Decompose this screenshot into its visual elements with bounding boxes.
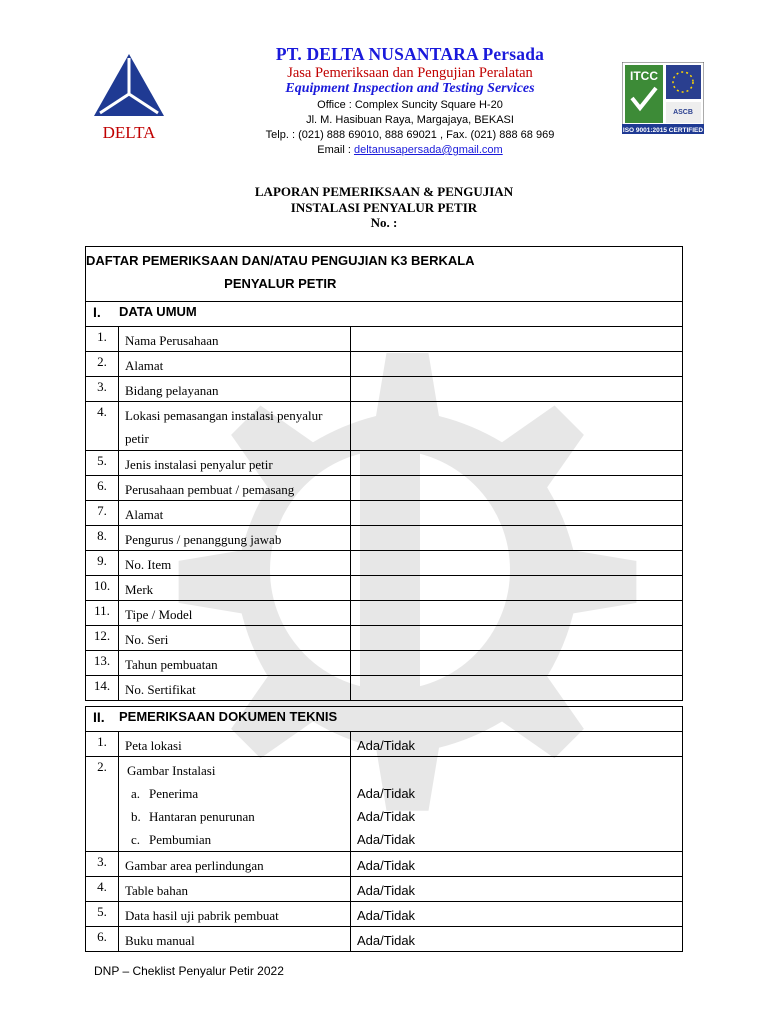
- row-label: No. Seri: [119, 626, 351, 650]
- row-value: [351, 927, 682, 951]
- row-number: 14.: [86, 676, 119, 700]
- row-label: [119, 877, 351, 901]
- row-value: [351, 757, 682, 851]
- row-value-field[interactable]: [351, 526, 682, 550]
- row-number: 13.: [86, 651, 119, 675]
- row-label: Nama Perusahaan: [119, 327, 351, 351]
- row-value-field[interactable]: [351, 402, 682, 450]
- table-row: [86, 327, 682, 352]
- row-number: 2.: [86, 757, 119, 851]
- row-number: 12.: [86, 626, 119, 650]
- sub-item-label: Pembumian: [149, 832, 212, 847]
- dokumen-teknis-table: [85, 706, 683, 952]
- svg-text:ASCB: ASCB: [673, 109, 693, 116]
- section-1-header: [86, 302, 682, 327]
- row-number: 7.: [86, 501, 119, 525]
- sub-item-label: Hantaran penurunan: [149, 809, 255, 824]
- report-title-line2: INSTALASI PENYALUR PETIR: [290, 200, 478, 215]
- row-value-field[interactable]: [351, 601, 682, 625]
- row-number: 1.: [86, 732, 119, 756]
- ada-tidak-option[interactable]: Ada/Tidak: [357, 786, 416, 801]
- row-value-field[interactable]: [351, 327, 682, 351]
- itcc-logo-text: ITCC: [630, 69, 658, 83]
- row-label: Pengurus / penanggung jawab: [119, 526, 351, 550]
- email-label: Email :: [317, 144, 354, 156]
- ada-tidak-option[interactable]: Ada/Tidak: [357, 738, 416, 753]
- table-row: [86, 651, 682, 676]
- section-2-header: [86, 707, 682, 732]
- section-2-title: PEMERIKSAAN DOKUMEN TEKNIS: [119, 709, 338, 724]
- sub-item: [125, 782, 345, 805]
- sub-item-letter: c.: [131, 832, 141, 847]
- row-label: Merk: [119, 576, 351, 600]
- row-number: 1.: [86, 327, 119, 351]
- table-row: [86, 576, 682, 601]
- row-value: [351, 877, 682, 901]
- data-umum-table: [85, 246, 683, 701]
- ada-tidak-option[interactable]: Ada/Tidak: [357, 832, 416, 847]
- row-value-field[interactable]: [351, 551, 682, 575]
- row-label: [119, 927, 351, 951]
- row-label: No. Sertifikat: [119, 676, 351, 700]
- table-row: [86, 352, 682, 377]
- table-row: [86, 402, 682, 451]
- sub-item: [125, 805, 345, 828]
- table-row: [86, 626, 682, 651]
- row-number: 11.: [86, 601, 119, 625]
- sub-item: [125, 828, 345, 851]
- row-label: Alamat: [119, 501, 351, 525]
- section-1-number: I.: [93, 304, 101, 320]
- company-name: PT. DELTA NUSANTARA Persada: [275, 44, 545, 64]
- section-1-title: DATA UMUM: [119, 304, 197, 319]
- row-label: [119, 852, 351, 876]
- iso-cert-text: ISO 9001:2015 CERTIFIED: [622, 127, 704, 134]
- table-row: [86, 852, 682, 877]
- row-number: 6.: [86, 476, 119, 500]
- page-footer: DNP – Cheklist Penyalur Petir 2022: [94, 964, 284, 978]
- row-label-text: Gambar area perlindungan: [125, 858, 264, 873]
- table-row: [86, 501, 682, 526]
- form-title: [86, 247, 682, 302]
- row-number: 9.: [86, 551, 119, 575]
- row-label: Alamat: [119, 352, 351, 376]
- office-address: Office : Complex Suncity Square H-20: [317, 99, 503, 111]
- row-number: 3.: [86, 852, 119, 876]
- ada-tidak-option[interactable]: Ada/Tidak: [357, 883, 416, 898]
- table-row: [86, 757, 682, 852]
- row-number: 5.: [86, 451, 119, 475]
- tagline-indonesian: Jasa Pemeriksaan dan Pengujian Peralatan: [287, 65, 533, 81]
- row-label-text: Peta lokasi: [125, 738, 182, 753]
- row-value-field[interactable]: [351, 476, 682, 500]
- row-value-blank: [357, 759, 676, 782]
- row-number: 5.: [86, 902, 119, 926]
- row-label-text: Data hasil uji pabrik pembuat: [125, 908, 279, 923]
- row-number: 6.: [86, 927, 119, 951]
- table-row: [86, 902, 682, 927]
- table-row: [86, 451, 682, 476]
- row-label: No. Item: [119, 551, 351, 575]
- report-number-label: No. :: [370, 215, 398, 230]
- table-row: [86, 377, 682, 402]
- table-row: [86, 732, 682, 757]
- row-label: Jenis instalasi penyalur petir: [119, 451, 351, 475]
- sub-item-letter: b.: [131, 809, 141, 824]
- report-title-line1: LAPORAN PEMERIKSAAN & PENGUJIAN: [254, 184, 514, 199]
- row-value-field[interactable]: [351, 352, 682, 376]
- row-number: 3.: [86, 377, 119, 401]
- row-label: Lokasi pemasangan instalasi penyalur petir: [119, 402, 351, 450]
- table-row: [86, 877, 682, 902]
- row-value: [351, 902, 682, 926]
- sub-item-letter: a.: [131, 786, 141, 801]
- sub-item-label: Penerima: [149, 786, 199, 801]
- row-value-field[interactable]: [351, 377, 682, 401]
- table-row: [86, 601, 682, 626]
- row-value-field[interactable]: [351, 651, 682, 675]
- section-2-number: II.: [93, 709, 105, 725]
- row-label: [119, 902, 351, 926]
- street-address: Jl. M. Hasibuan Raya, Margajaya, BEKASI: [306, 114, 514, 126]
- form-title-line1: DAFTAR PEMERIKSAAN DAN/ATAU PENGUJIAN K3 BERKALA: [86, 253, 475, 268]
- form-title-line2: PENYALUR PETIR: [224, 276, 337, 291]
- row-value-field[interactable]: [351, 451, 682, 475]
- row-value-field[interactable]: [351, 626, 682, 650]
- row-value-field[interactable]: [351, 501, 682, 525]
- table-row: [86, 676, 682, 701]
- email-line: [210, 144, 610, 156]
- ada-tidak-option[interactable]: Ada/Tidak: [357, 933, 416, 948]
- row-number: 4.: [86, 402, 119, 450]
- row-label-text: Table bahan: [125, 883, 188, 898]
- ada-tidak-option[interactable]: Ada/Tidak: [357, 809, 416, 824]
- row-number: 10.: [86, 576, 119, 600]
- delta-logo: [90, 52, 168, 144]
- row-value-field[interactable]: [351, 576, 682, 600]
- row-value: [351, 852, 682, 876]
- table-row: [86, 526, 682, 551]
- row-label-text: Buku manual: [125, 933, 195, 948]
- row-value-field[interactable]: [351, 676, 682, 700]
- tagline-english: Equipment Inspection and Testing Services: [285, 81, 535, 96]
- row-number: 4.: [86, 877, 119, 901]
- itcc-certification-logo: [622, 62, 704, 134]
- row-label: [119, 757, 351, 851]
- phone-fax: Telp. : (021) 888 69010, 888 69021 , Fax. (021) 888 68 969: [265, 129, 555, 141]
- row-number: 8.: [86, 526, 119, 550]
- row-label: Perusahaan pembuat / pemasang: [119, 476, 351, 500]
- table-row: [86, 476, 682, 501]
- table-row: [86, 927, 682, 952]
- table-row: [86, 551, 682, 576]
- row-label: Tipe / Model: [119, 601, 351, 625]
- email-link[interactable]: deltanusapersada@gmail.com: [353, 144, 503, 156]
- ada-tidak-option[interactable]: Ada/Tidak: [357, 858, 416, 873]
- row-label-text: Gambar Instalasi: [127, 763, 216, 778]
- row-label: Bidang pelayanan: [119, 377, 351, 401]
- row-label: [119, 732, 351, 756]
- row-value: [351, 732, 682, 756]
- row-label: Tahun pembuatan: [119, 651, 351, 675]
- row-number: 2.: [86, 352, 119, 376]
- delta-logo-text: DELTA: [102, 123, 156, 142]
- ada-tidak-option[interactable]: Ada/Tidak: [357, 908, 416, 923]
